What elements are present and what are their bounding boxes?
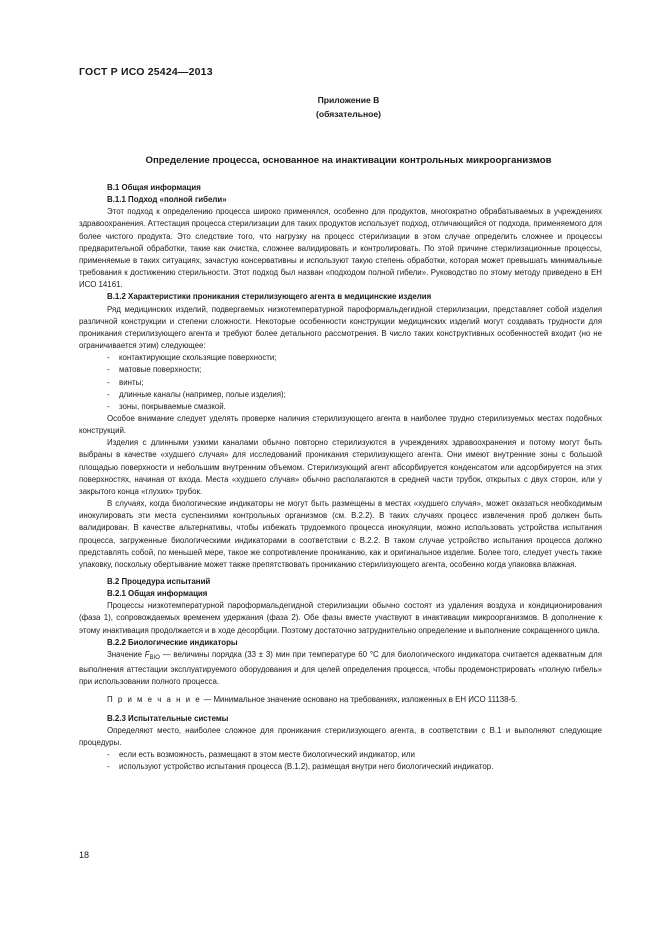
heading-b21: В.2.1 Общая информация — [107, 589, 208, 599]
annex-main-title: Определение процесса, основанное на инактивации контрольных микроорганизмов — [145, 155, 552, 166]
paragraph: Определяют место, наиболее сложное для проникания стерилизующего агента, в соответствии с В.1 и выполняют следующие процедуры. — [79, 725, 602, 747]
list-item: - контактирующие скользящие поверхности; — [107, 353, 277, 363]
document-header: ГОСТ Р ИСО 25424—2013 — [79, 66, 213, 78]
paragraph: Этот подход к определению процесса широко применялся, особенно для продуктов, многократно обрабатываемых в учреждениях здравоохранения. Аттестация процесса стерилизации для таких продуктов использует подход, отличающийся от подхода, применяемого для более чистого продукта. Это следствие того, что нагрузку на процесс стерилизации в этом случае определить сложнее и процессы предварительной обработки, такие как очистка, сложнее валидировать и контролировать. По этой причине стерилизационные процессы, применяемые в таких ситуациях, зачастую консервативны и используют такую степень обработки, которая может превышать минимальные требования к достижению стерильности. Этот подход был назван «подходом полной гибели». Руководство по этому методу приведено в ЕН ИСО 14161. — [79, 207, 602, 290]
annex-heading — [0, 93, 661, 121]
document-body — [79, 182, 602, 773]
paragraph-fbio: Значение $F_{BIO}$ — величины порядка (33 ± 3) мин при температуре 60 °C для биологического индикатора считается адекватным для выполнения аттестации эксплуатируемого оборудования и для целей определения процесса, чтобы продемонстрировать «полную гибель» при использовании полного процесса. — [79, 649, 602, 687]
list-item: - если есть возможность, размещают в этом месте биологический индикатор, или — [107, 750, 415, 760]
list-item: - винты; — [107, 377, 144, 387]
list-item: - длинные каналы (например, полые изделия); — [107, 389, 286, 399]
page-number: 18 — [79, 850, 90, 860]
heading-b11: В.1.1 Подход «полной гибели» — [107, 195, 227, 205]
heading-b2: В.2 Процедура испытаний — [107, 577, 211, 586]
list-item: - матовые поверхности; — [107, 365, 202, 375]
feature-list — [79, 352, 602, 413]
list-item: - используют устройство испытания процесса (В.1.2), размещая внутри него биологический индикатор. — [107, 762, 494, 772]
paragraph: Особое внимание следует уделять проверке наличия стерилизующего агента в наиболее трудно стерилизуемых местах подобных конструкций. — [79, 413, 602, 436]
list-item: - зоны, покрываемые смазкой. — [107, 401, 226, 411]
procedure-list — [79, 749, 602, 773]
paragraph: Процессы низкотемпературной пароформальдегидной стерилизации обычно состоят из удаления воздуха и кондиционирования (фаза 1), сопровождаемых временем удержания (фаза 2). Обе фазы вместе участвуют в инактивации микроорганизмов. В дополнение к этому инактивация продолжается и в ходе десорбции. Поэтому достаточно затруднительно определение и выполнение сокращенного цикла. — [79, 601, 602, 635]
heading-b12: В.1.2 Характеристики проникания стерилизующего агента в медицинские изделия — [107, 292, 432, 302]
note-label: П р и м е ч а н и е — [107, 695, 202, 705]
heading-b1: В.1 Общая информация — [107, 183, 201, 192]
heading-b22: В.2.2 Биологические индикаторы — [107, 637, 238, 647]
annex-subtitle: (обязательное) — [315, 109, 382, 119]
note: П р и м е ч а н и е — Минимальное значение основано на требованиях, изложенных в ЕН ИСО 11138-5. — [107, 695, 518, 705]
paragraph: Ряд медицинских изделий, подвергаемых низкотемпературной пароформальдегидной стерилизации, представляет собой изделия различной конструкции и степени сложности. Некоторые особенности конструкции медицинских изделий могут создавать трудности для проникания стерилизующего агента и требуют более детального рассмотрения. В число таких конструктивных особенностей входит (но не ограничивается этим) следующее: — [79, 304, 602, 351]
heading-b23: В.2.3 Испытательные системы — [107, 713, 229, 723]
paragraph: В случаях, когда биологические индикаторы не могут быть размещены в местах «худшего случая», может оказаться необходимым инокулировать эти места суспензиями контрольных организмов (см. В.2.2). В таких случаях процесс извлечения проб должен быть валидирован. В качестве альтернативы, чтобы избежать трудоемкого процесса инокуляции, можно использовать устройства испытания процесса, загруженные биологическими индикаторами в соответствии с В.2.2. В таком случае устройство испытания процесса должно представлять собой, по меньшей мере, такое же сопротивление прониканию, как и оригинальное изделие. Более того, следует учесть также упаковку, поскольку обертывание может также препятствовать прониканию стерилизующего агента, особенно когда упаковка влажная. — [79, 499, 602, 569]
paragraph: Изделия с длинными узкими каналами обычно повторно стерилизуются в учреждениях здравоохранения и потому могут быть выбраны в качестве «худшего случая» для исследований проникания стерилизующего агента. Они имеют внутренние зоны с большой площадью поверхности и небольшим внутренним объемом. Стерилизующий агент абсорбируется конденсатом или адсорбируется на этих поверхностях, начиная от входа. Места «худшего случая» обычно располагаются в средней части трубок, открытых с двух сторон, или у закрытого конца «глухих» трубок. — [79, 438, 602, 496]
annex-title: Приложение В — [317, 95, 380, 105]
